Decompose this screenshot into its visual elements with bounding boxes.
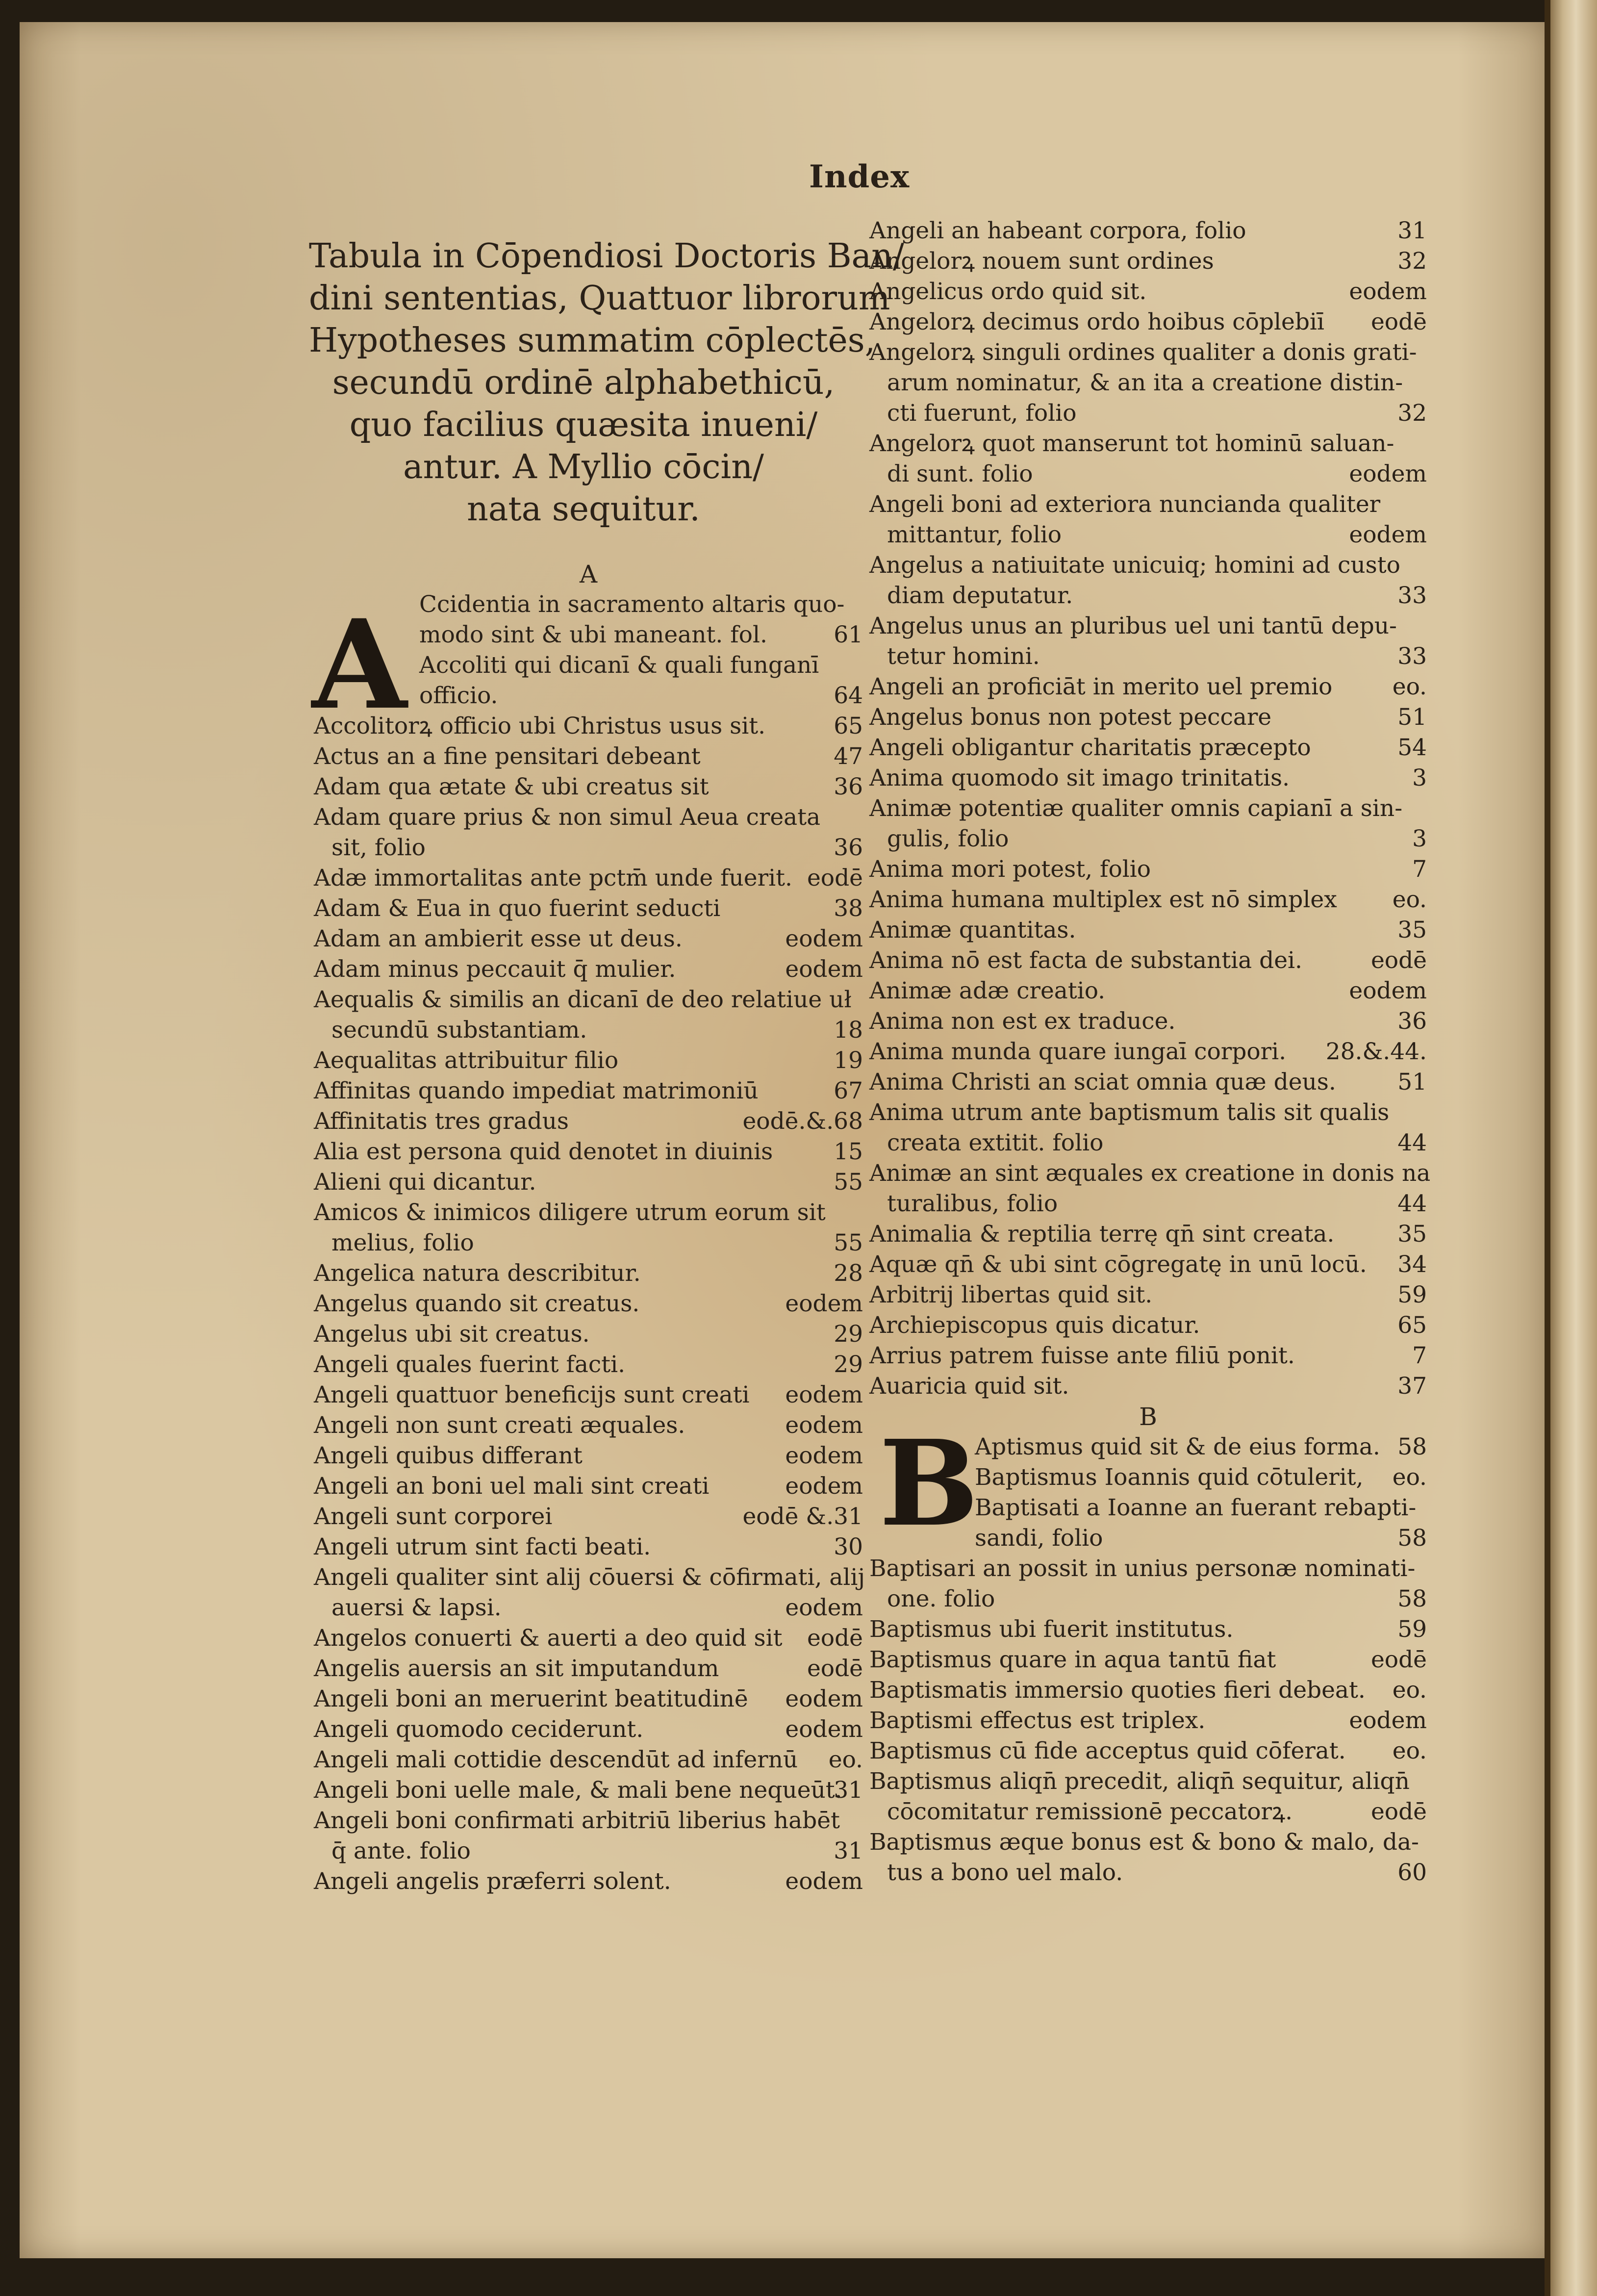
entry-folio: eodem [1349,278,1427,305]
index-entry [314,1714,863,1745]
index-entry [869,824,1427,854]
entry-text: di sunt. folio [887,460,1033,487]
index-entry [314,1684,863,1714]
entry-folio: 19 [834,1047,863,1074]
index-entry [869,1493,1427,1523]
index-entry [869,1128,1427,1158]
entry-text: Baptismus aliqn̄ precedit, aliqn̄ sequitur, aliqn̄ [869,1768,1410,1795]
entry-text: one. folio [887,1585,995,1612]
entry-text: arum nominatur, & an ita a creatione distin- [887,369,1403,396]
entry-folio: 18 [834,1017,863,1044]
entry-text: secundū substantiam. [331,1017,587,1044]
entry-folio: eodem [1349,1707,1427,1734]
title-line: secundū ordinē alphabethicū, [332,363,835,402]
entry-folio: 36 [834,773,863,800]
index-entry [869,1706,1427,1736]
index-entry [314,1532,863,1562]
index-entry [314,1471,863,1502]
entry-folio: eodem [785,1685,863,1712]
entry-text: Ccidentia in sacramento altaris quo- [419,591,845,618]
entry-text: cōcomitatur remissionē peccatorꝝ. [887,1798,1293,1825]
index-entry [869,915,1427,945]
entry-text: Angelorꝝ decimus ordo hoibus cōplebiī [869,308,1324,335]
entry-text: Anima nō est facta de substantia dei. [869,947,1302,974]
entry-text: Affinitas quando impediat matrimoniū [314,1077,759,1104]
index-entry [314,741,863,772]
index-entry [314,1319,863,1350]
entry-folio: eodem [1349,460,1427,487]
entry-text: q̄ ante. folio [331,1837,471,1864]
index-entry [869,1645,1427,1675]
entry-text: Angeli quattuor beneficijs sunt creati [314,1381,750,1408]
entry-text: Angelos conuerti & auerti a deo quid sit [314,1625,783,1652]
entry-folio: eodē.&.68 [742,1108,863,1135]
index-entry [314,893,863,924]
index-entry [314,1046,863,1076]
entry-folio: 33 [1397,582,1427,609]
entry-folio: eodē [1370,1798,1427,1825]
entry-folio: eodē [1370,947,1427,974]
entry-folio: eodē [807,1625,863,1652]
index-entry [314,1745,863,1775]
index-entry [869,398,1427,429]
entry-text: officio. [419,682,498,709]
entry-folio: 3 [1412,765,1427,791]
index-entry [869,1675,1427,1706]
entry-folio: 47 [834,743,863,770]
index-entry [869,1310,1427,1341]
entry-folio: eodem [1349,521,1427,548]
entry-text: Anima mori potest, folio [869,856,1151,883]
entry-folio: eodem [785,1473,863,1500]
entry-text: Angeli sunt corporei [314,1503,553,1530]
entry-folio: eodem [785,1442,863,1469]
index-entry [869,1097,1427,1128]
index-entry [869,976,1427,1006]
entry-folio: 32 [1397,400,1427,427]
index-entry [869,520,1427,550]
entry-folio: 58 [1397,1585,1427,1612]
entry-text: Accolitorꝝ officio ubi Christus usus sit. [314,713,766,740]
section-letter-b: B [1139,1403,1157,1431]
index-entry [314,985,863,1015]
index-entry [869,702,1427,733]
entry-text: Angelis auersis an sit imputandum [314,1655,719,1682]
entry-folio: eodem [785,925,863,952]
entry-text: Aequalitas attribuitur filio [314,1047,619,1074]
entry-text: gulis, folio [887,825,1009,852]
index-entry [314,1198,863,1228]
index-entry [314,1106,863,1137]
entry-folio: 51 [1397,704,1427,731]
entry-folio: eodē [807,865,863,892]
entry-text: Archiepiscopus quis dicatur. [869,1312,1200,1339]
entry-folio: 15 [834,1138,863,1165]
entry-text: Angeli quomodo ceciderunt. [314,1716,644,1743]
index-entry [869,1432,1427,1462]
entry-folio: 59 [1397,1281,1427,1308]
title-line: antur. A Myllio cōcin/ [403,448,764,486]
entry-folio: 7 [1412,856,1427,883]
entry-text: Angeli qualiter sint alij cōuersi & cōfirmati, alij [314,1564,865,1591]
entry-text: Baptismus quare in aqua tantū fiat [869,1646,1276,1673]
entry-folio: eo. [1392,1464,1427,1491]
entry-text: sit, folio [331,834,426,861]
index-entry [869,1462,1427,1493]
index-entry [869,1523,1427,1554]
entry-text: Angeli obligantur charitatis præcepto [869,734,1311,761]
entry-text: Angeli mali cottidie descendūt ad infernū [314,1746,798,1773]
index-entry [869,1037,1427,1067]
entry-text: Angeli an proficiāt in merito uel premio [869,673,1333,700]
entry-folio: 59 [1397,1616,1427,1643]
index-entry [314,1654,863,1684]
index-entry [314,1410,863,1441]
index-entry [314,1167,863,1198]
entry-text: Baptismus cū fide acceptus quid cōferat. [869,1737,1346,1764]
entry-text: Angelus unus an pluribus uel uni tantū depu- [869,612,1397,639]
entry-text: Aequalis & similis an dicanī de deo relatiue uł [314,986,852,1013]
entry-text: Angelorꝝ singuli ordines qualiter a donis grati- [869,339,1417,366]
index-entry [314,863,863,893]
section-letter-a: A [579,560,598,588]
index-entry [314,833,863,863]
index-entry [314,1593,863,1623]
entry-folio: eodem [785,1594,863,1621]
entry-text: Baptismi effectus est triplex. [869,1707,1206,1734]
entry-folio: 65 [1397,1312,1427,1339]
index-entry [869,489,1427,520]
index-entry [869,641,1427,672]
index-entry [869,429,1427,459]
entry-folio: 67 [834,1077,863,1104]
index-entry [869,1584,1427,1614]
entry-folio: eodem [785,1381,863,1408]
index-entry [314,1350,863,1380]
entry-text: Anima humana multiplex est nō simplex [869,886,1337,913]
index-entry [314,620,863,650]
index-entry [869,216,1427,246]
index-entry [314,1228,863,1258]
entry-text: Angelorꝝ quot manserunt tot hominū saluan- [869,430,1394,457]
entry-text: Angeli angelis præferri solent. [314,1868,671,1895]
index-column-right [869,216,1431,1888]
entry-folio: 60 [1397,1859,1427,1886]
entry-text: Adæ immortalitas ante pctm̄ unde fuerit. [314,865,792,892]
entry-folio: eo. [828,1746,863,1773]
entry-folio: 7 [1412,1342,1427,1369]
entry-text: Angeli boni uelle male, & mali bene nequeūt. [314,1777,842,1804]
entry-folio: 64 [834,682,863,709]
drop-cap-a: A [312,592,407,737]
index-entry [869,1766,1427,1797]
drop-cap-b: B [879,1414,979,1553]
entry-text: Baptismus Ioannis quid cōtulerit, [975,1464,1364,1491]
entry-text: auersi & lapsi. [331,1594,502,1621]
entry-text: Animæ quantitas. [869,917,1076,944]
index-entry [869,459,1427,489]
entry-text: Animalia & reptilia terrę qn̄ sint creata. [869,1221,1335,1248]
entry-text: turalibus, folio [887,1190,1058,1217]
entry-folio: eodem [785,1868,863,1895]
index-entry [314,1806,863,1836]
entry-text: Amicos & inimicos diligere utrum eorum sit [314,1199,826,1226]
entry-text: Anima non est ex traduce. [869,1008,1176,1035]
entry-text: Baptismus ubi fuerit institutus. [869,1616,1234,1643]
index-entry [314,589,863,620]
entry-text: Aquæ qn̄ & ubi sint cōgregatę in unū locū. [869,1251,1367,1278]
index-entry [869,581,1427,611]
entry-text: Baptismatis immersio quoties fieri debeat. [869,1677,1366,1704]
section-b [869,1414,1427,1888]
entry-folio: 33 [1397,643,1427,670]
entry-text: Adam quare prius & non simul Aeua creata [314,804,821,831]
entry-folio: 31 [834,1777,863,1804]
index-entry [314,1258,863,1289]
index-entry [869,1797,1427,1827]
entry-text: Baptisati a Ioanne an fuerant rebapti- [975,1494,1417,1521]
entry-text: Angelus ubi sit creatus. [314,1321,590,1348]
entry-folio: eo. [1392,1677,1427,1704]
entry-folio: eodem [785,956,863,983]
entry-folio: 34 [1397,1251,1427,1278]
entry-folio: eodem [1349,977,1427,1004]
entry-folio: eodē [1370,1646,1427,1673]
entry-folio: 36 [834,834,863,861]
index-entry [869,1858,1427,1888]
entry-text: Angelus bonus non potest peccare [869,704,1272,731]
index-entry [314,650,863,681]
entry-text: tetur homini. [887,643,1040,670]
entry-text: melius, folio [331,1229,474,1256]
index-entry [869,1827,1427,1858]
entry-text: Angelus a natiuitate unicuiq; homini ad custo [869,552,1400,579]
entry-text: Arrius patrem fuisse ante filiū ponit. [869,1342,1295,1369]
entry-text: Actus an a fine pensitari debeant [314,743,701,770]
running-head: Index [809,158,910,195]
entry-folio: 28 [834,1260,863,1287]
entry-text: Alieni qui dicantur. [314,1169,536,1196]
entry-text: diam deputatur. [887,582,1073,609]
index-entry [869,763,1427,793]
entry-text: Angeli an boni uel mali sint creati [314,1473,710,1500]
entry-folio: 28.&.44. [1325,1038,1427,1065]
index-entry [314,1137,863,1167]
entry-text: Angelicus ordo quid sit. [869,278,1147,305]
entry-folio: eo. [1392,886,1427,913]
entry-folio: 54 [1397,734,1427,761]
entry-text: Angeli quales fuerint facti. [314,1351,626,1378]
entry-text: Anima utrum ante baptismum talis sit qualis [869,1099,1390,1126]
entry-folio: 58 [1397,1433,1427,1460]
entry-text: Aptismus quid sit & de eius forma. [975,1433,1380,1460]
entry-folio: 37 [1397,1373,1427,1400]
index-entry [314,1623,863,1654]
index-entry [869,672,1427,702]
entry-folio: 30 [834,1533,863,1560]
entry-text: Anima munda quare iungaī corpori. [869,1038,1287,1065]
index-entry [869,1158,1431,1189]
entry-folio: 44 [1397,1129,1427,1156]
entry-folio: eodem [785,1290,863,1317]
index-entry [314,711,863,741]
entry-folio: 61 [834,621,863,648]
title-line: nata sequitur. [467,490,700,529]
entry-text: Adam an ambierit esse ut deus. [314,925,683,952]
entry-text: Adam & Eua in quo fuerint seducti [314,895,721,922]
entry-text: Alia est persona quid denotet in diuinis [314,1138,773,1165]
entry-folio: 58 [1397,1525,1427,1552]
index-entry [869,793,1427,824]
index-entry [869,337,1427,368]
index-entry [314,1836,863,1866]
entry-text: Angeli boni confirmati arbitriū liberius habēt [314,1807,840,1834]
index-column-left [314,559,863,1897]
book-page [20,22,1549,2258]
entry-text: Accoliti qui dicanī & quali funganī [419,652,819,679]
title-line: quo facilius quæsita inueni/ [349,406,818,444]
index-entry [869,1554,1427,1584]
entry-folio: 35 [1397,917,1427,944]
index-entry [314,1502,863,1532]
index-entry [869,246,1427,277]
title-line: dini sententias, Quattuor librorum [309,279,890,318]
index-entry [314,924,863,954]
entry-folio: eodem [785,1716,863,1743]
entry-text: Auaricia quid sit. [869,1373,1069,1400]
entry-folio: 38 [834,895,863,922]
index-entry [314,802,863,833]
entry-folio: 32 [1397,248,1427,275]
index-entry [314,1380,863,1410]
entry-folio: 31 [834,1837,863,1864]
index-entry [869,1067,1427,1097]
entry-text: modo sint & ubi maneant. fol. [419,621,767,648]
index-entry [869,945,1427,976]
entry-text: Animæ potentiæ qualiter omnis capianī a sin- [869,795,1403,822]
title-block [309,235,904,531]
entry-text: Angelica natura describitur. [314,1260,641,1287]
entry-text: Anima quomodo sit imago trinitatis. [869,765,1290,791]
entry-text: tus a bono uel malo. [887,1859,1123,1886]
index-entry [314,1775,863,1806]
entry-folio: 44 [1397,1190,1427,1217]
entry-folio: 3 [1412,825,1427,852]
index-entry [314,1441,863,1471]
entry-text: Angelus quando sit creatus. [314,1290,640,1317]
index-entry [314,1289,863,1319]
index-entry [314,1866,863,1897]
entry-folio: 31 [1397,217,1427,244]
entry-text: Angeli boni an meruerint beatitudinē [314,1685,748,1712]
index-entry [314,1076,863,1106]
entry-text: creata extitit. folio [887,1129,1104,1156]
index-entry [869,885,1427,915]
entry-folio: 29 [834,1351,863,1378]
entry-folio: eo. [1392,673,1427,700]
entry-folio: 51 [1397,1069,1427,1096]
index-entry [869,1280,1427,1310]
index-entry [869,368,1427,398]
index-entry [869,1371,1427,1402]
entry-text: Arbitrij libertas quid sit. [869,1281,1153,1308]
title-line: Tabula in Cōpendiosi Doctoris Ban/ [309,237,904,276]
entry-text: Angeli non sunt creati æquales. [314,1412,685,1439]
index-entry [869,550,1427,581]
index-entry [869,1736,1427,1766]
index-entry [869,1250,1427,1280]
entry-folio: eo. [1392,1737,1427,1764]
entry-text: Animæ an sint æquales ex creatione in donis na [869,1160,1431,1187]
index-entry [869,611,1427,641]
entry-folio: eodē [807,1655,863,1682]
entry-text: Adam qua ætate & ubi creatus sit [314,773,709,800]
index-entry [869,733,1427,763]
index-entry [314,681,863,711]
entry-text: Angeli an habeant corpora, folio [869,217,1246,244]
entry-text: Angeli utrum sint facti beati. [314,1533,651,1560]
entry-text: cti fuerunt, folio [887,400,1077,427]
entry-folio: eodē &.31 [742,1503,863,1530]
index-entry [869,1341,1427,1371]
index-entry [869,307,1427,337]
index-entry [314,772,863,802]
entry-text: Angeli quibus differant [314,1442,583,1469]
entry-text: Angelorꝝ nouem sunt ordines [869,248,1214,275]
entry-text: Baptismus æque bonus est & bono & malo, da- [869,1829,1419,1856]
title-line: Hypotheses summatim cōplectēs, [309,321,876,360]
entry-text: mittantur, folio [887,521,1062,548]
index-entry [869,1189,1427,1219]
index-entry [869,1219,1427,1250]
entry-text: Adam minus peccauit q̄ mulier. [314,956,676,983]
entry-text: Animæ adæ creatio. [869,977,1106,1004]
index-entry [314,1015,863,1046]
entry-text: Anima Christi an sciat omnia quæ deus. [869,1069,1336,1096]
index-entry [869,277,1427,307]
entry-folio: 55 [834,1229,863,1256]
entry-text: Baptisari an possit in unius personæ nominati- [869,1555,1416,1582]
entry-folio: eodem [785,1412,863,1439]
index-entry [314,1562,863,1593]
entry-folio: eodē [1370,308,1427,335]
entry-folio: 36 [1397,1008,1427,1035]
index-entry [869,1614,1427,1645]
adjacent-page-edge [1545,0,1597,2296]
entry-text: Angeli boni ad exteriora nuncianda qualiter [869,491,1381,518]
entry-folio: 29 [834,1321,863,1348]
entry-text: Affinitatis tres gradus [314,1108,569,1135]
index-entry [869,854,1427,885]
entry-folio: 35 [1397,1221,1427,1248]
entry-folio: 55 [834,1169,863,1196]
index-entry [869,1006,1427,1037]
entry-text: sandi, folio [975,1525,1103,1552]
entry-folio: 65 [834,713,863,740]
index-entry [314,954,863,985]
